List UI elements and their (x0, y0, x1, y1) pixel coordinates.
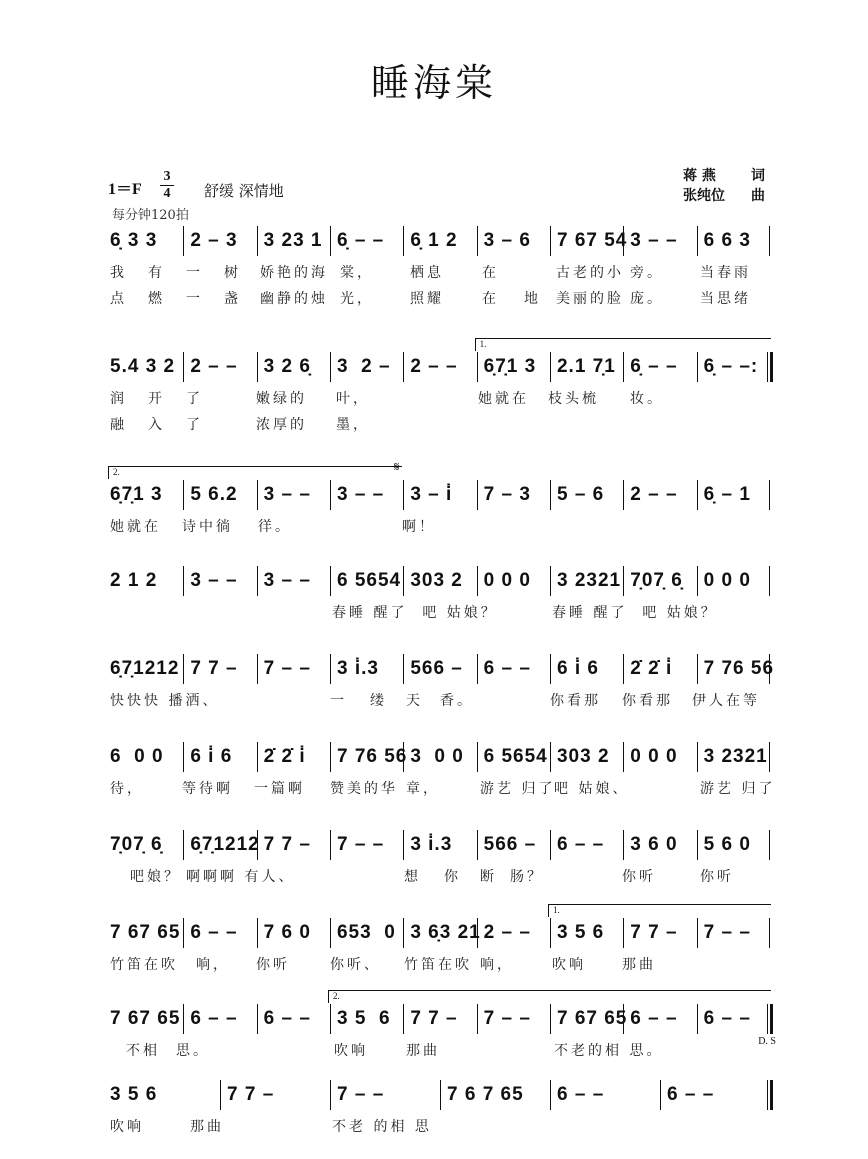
lyric-syllables: 吹响 (552, 957, 586, 973)
lyric-syllables: 美丽的脸 (556, 291, 624, 307)
measure: 7 67 65 (110, 922, 181, 943)
measure: 7 6 0 (257, 918, 330, 948)
lyric-syllables: 棠， (340, 265, 374, 281)
measure: 6 6 3 (697, 226, 770, 256)
lyric-syllables: 在 (482, 291, 499, 307)
lyrics-line (110, 256, 770, 282)
song-title: 睡海棠 (370, 61, 497, 105)
dal-segno-marking: D. S (758, 1036, 776, 1047)
lyric-syllables: 你听 (622, 869, 656, 885)
measure: 0 0 0 (623, 742, 696, 772)
measure: 566 – (403, 654, 476, 684)
score-row (110, 905, 770, 974)
measure: 3 5 6 (330, 1004, 403, 1034)
composer-role: 曲 (751, 188, 765, 204)
composer-name: 张纯位 (683, 188, 725, 204)
measure: 7 – – (330, 1080, 440, 1110)
lyric-syllables: 章， (406, 781, 440, 797)
barline (767, 1080, 773, 1110)
lyric-syllables: 娇艳的海 (260, 265, 328, 281)
volta-number: 1. (553, 905, 560, 915)
lyric-syllables: 枝头梳 (548, 391, 599, 407)
measure: 7̣07̣ 6̣ (623, 566, 696, 596)
lyrics-line (110, 772, 776, 798)
measure: 6̣ – – (330, 226, 403, 256)
measure: 7 7 – (183, 654, 256, 684)
measure: 3 2321 (697, 742, 770, 772)
lyric-syllables: 树 (224, 265, 241, 281)
measure: 2 – – (477, 918, 550, 948)
volta-bracket (475, 338, 771, 351)
barline (769, 566, 770, 596)
measure: 3 6 0 (623, 830, 696, 860)
lyrics-line (110, 1110, 770, 1136)
lyric-syllables: 思。 (176, 1043, 210, 1059)
lyric-syllables: 春睡 醒了 吧 姑娘？ (552, 605, 718, 621)
measure: 3 – – (257, 566, 330, 596)
lyric-syllables: 入 (148, 417, 165, 433)
measure: 0 0 0 (697, 566, 770, 596)
lyric-syllables: 不老 的相 思 (332, 1119, 432, 1135)
credits (683, 166, 765, 206)
volta-bracket (108, 466, 402, 479)
lyric-syllables: 一 (186, 291, 203, 307)
lyric-syllables: 竹笛在吹 (404, 957, 472, 973)
lyric-syllables: 快快快 播洒、 (110, 693, 220, 709)
lyric-syllables: 响， (480, 957, 514, 973)
score-row (110, 566, 770, 622)
lyric-syllables: 在 (482, 265, 499, 281)
measure: 2̇ 2̇ i̇ (623, 654, 696, 684)
lyric-syllables: 吹响 (110, 1119, 144, 1135)
measure: 5 6.2 (183, 480, 256, 510)
lyric-syllables: 赞美的华 (330, 781, 398, 797)
notes-line (110, 654, 775, 684)
notes-line (110, 480, 770, 510)
lyric-syllables: 浓厚的 (256, 417, 307, 433)
lyric-syllables: 光， (340, 291, 374, 307)
notes-line (110, 742, 770, 772)
lyrics-line (110, 382, 770, 408)
measure: 3 2321 (550, 566, 623, 596)
measure: 6̣ – 1 (697, 480, 770, 510)
measure: 5 – 6 (550, 480, 623, 510)
lyric-syllables: 一 (186, 265, 203, 281)
score-row (110, 742, 776, 798)
measure: 2 – – (403, 352, 476, 382)
measure: 6 – – (660, 1080, 770, 1110)
score-row (110, 830, 770, 886)
score-row (110, 339, 770, 434)
notes-line (110, 226, 770, 256)
measure: 7 76 56 (330, 742, 403, 772)
measure: 653 0 (330, 918, 403, 948)
barline (769, 918, 770, 948)
score-row (110, 226, 770, 308)
notes-line (110, 830, 770, 860)
lyric-syllables: 一篇啊 (254, 781, 305, 797)
measure: 6 – – (183, 918, 256, 948)
notes-line (110, 566, 770, 596)
measure: 3 i̇.3 (330, 654, 403, 684)
measure: 3 – 6 (477, 226, 550, 256)
score-row (110, 991, 770, 1060)
measure: 7 – – (477, 1004, 550, 1034)
lyric-syllables: 盏 (224, 291, 241, 307)
measure: 3 23 1 (257, 226, 330, 256)
lyric-syllables: 你听、 (330, 957, 381, 973)
lyric-syllables: 那曲 (622, 957, 656, 973)
time-signature-bottom: 4 (163, 186, 171, 201)
lyric-syllables: 想 (404, 869, 421, 885)
lyric-syllables: 开 (148, 391, 165, 407)
volta-bracket (548, 904, 771, 917)
measure: 6 – – (623, 1004, 696, 1034)
measure: 6 – – (550, 830, 623, 860)
measure: 7̣07̣ 6̣ (110, 834, 163, 855)
measure: 6̣ – –: (697, 352, 770, 382)
measure: 7 7 – (403, 1004, 476, 1034)
lyric-syllables: 燃 (148, 291, 165, 307)
measure: 7 76 56 (697, 654, 770, 684)
measure: 6 i̇ 6 (550, 654, 623, 684)
lyrics-line (110, 948, 770, 974)
measure: 5 6 0 (697, 830, 770, 860)
measure: 3 2 6̣ (257, 352, 330, 382)
measure: 3 – – (623, 226, 696, 256)
lyric-syllables: 你 (444, 869, 461, 885)
measure: 3 0 0 (403, 742, 476, 772)
lyric-syllables: 了 (186, 417, 203, 433)
lyrics-line (110, 1034, 770, 1060)
measure: 6̣7̣1 3 (110, 484, 163, 505)
measure: 6 – – (697, 1004, 770, 1034)
lyric-syllables: 栖息 (410, 265, 444, 281)
lyric-syllables: 缕 (370, 693, 387, 709)
lyric-syllables: 叶， (336, 391, 370, 407)
barline (767, 1004, 773, 1034)
measure: 3 6̣3 21 (403, 918, 476, 948)
measure: 2̇ 2̇ i̇ (257, 742, 330, 772)
volta-number: 2. (333, 991, 340, 1001)
measure: 7 7 – (623, 918, 696, 948)
measure: 2 – – (183, 352, 256, 382)
measure: 6 – – (477, 654, 550, 684)
lyric-syllables: 照耀 (410, 291, 444, 307)
lyrics-line (110, 510, 770, 536)
measure: 6 – – (550, 1080, 660, 1110)
lyric-syllables: 庞。 (630, 291, 664, 307)
lyric-syllables: 啊！ (402, 519, 436, 535)
lyric-syllables: 她就在 (110, 519, 161, 535)
lyric-syllables: 吧娘？ (130, 869, 181, 885)
lyric-syllables: 等待啊 (182, 781, 233, 797)
measure: 0 0 0 (477, 566, 550, 596)
lyric-syllables: 融 (110, 417, 127, 433)
measure: 7 67 65 (550, 1004, 623, 1034)
lyric-syllables: 响， (196, 957, 230, 973)
score-row (110, 654, 775, 710)
lyric-syllables: 那曲 (406, 1043, 440, 1059)
score-row (110, 1080, 770, 1136)
lyric-syllables: 春睡 醒了 吧 姑娘？ (332, 605, 498, 621)
lyric-syllables: 我 (110, 265, 127, 281)
notes-line (110, 918, 770, 948)
lyrics-line (110, 684, 770, 710)
measure: 303 2 (403, 566, 476, 596)
score-row (110, 467, 770, 536)
measure: 3 i̇.3 (403, 830, 476, 860)
measure: 7 7 – (220, 1080, 330, 1110)
measure: 303 2 (550, 742, 623, 772)
lyric-syllables: 地 (524, 291, 541, 307)
lyric-syllables: 伊人在等 (692, 693, 760, 709)
lyric-syllables: 天 (406, 693, 423, 709)
barline (769, 226, 770, 256)
measure: 7 7 – (257, 830, 330, 860)
measure: 6 i̇ 6 (183, 742, 256, 772)
measure: 3 5 6 (550, 918, 623, 948)
lyric-syllables: 了 (186, 391, 203, 407)
measure: 6 – – (183, 1004, 256, 1034)
lyric-syllables: 嫩绿的 (256, 391, 307, 407)
measure: 2 – – (623, 480, 696, 510)
measure: 7 – – (697, 918, 770, 948)
measure: 3 2 – (330, 352, 403, 382)
measure: 6̣7̣1212 (183, 830, 256, 860)
lyric-syllables: 你看那 (622, 693, 673, 709)
lyricist-name: 蒋 燕 (683, 168, 716, 184)
key-signature: 1＝F (108, 181, 142, 198)
volta-number: 1. (479, 339, 487, 349)
lyric-syllables: 啊啊啊 有人、 (186, 869, 296, 885)
lyric-syllables: 点 (110, 291, 127, 307)
lyric-syllables: 那曲 (190, 1119, 224, 1135)
lyric-syllables: 吧 姑娘、 (554, 781, 630, 797)
measure: 7 – – (257, 654, 330, 684)
measure: 2 1 2 (110, 570, 158, 591)
measure: 3 – – (330, 480, 403, 510)
lyric-syllables: 徉。 (258, 519, 292, 535)
measure: 3 5 6 (110, 1084, 158, 1105)
lyric-syllables: 润 (110, 391, 127, 407)
notes-line (110, 1080, 770, 1110)
expression-marking: 舒缓 深情地 (204, 182, 284, 200)
measure: 566 – (477, 830, 550, 860)
lyric-syllables: 你听 (256, 957, 290, 973)
measure: 6̣ – – (623, 352, 696, 382)
measure: 7 6 7 65 (440, 1080, 550, 1110)
lyric-syllables: 一 (330, 693, 347, 709)
lyric-syllables: 她就在 (478, 391, 529, 407)
measure: 7 – 3 (477, 480, 550, 510)
notes-line (110, 352, 770, 382)
lyric-syllables: 香。 (440, 693, 474, 709)
lyric-syllables: 游艺 归了 (700, 781, 776, 797)
time-signature (160, 170, 174, 201)
lyrics-line (110, 408, 770, 434)
measure: 7 – – (330, 830, 403, 860)
measure: 2.1 7̣1 (550, 352, 623, 382)
measure: 6̣7̣1 3 (477, 352, 550, 382)
measure: 6 5654 (477, 742, 550, 772)
lyric-syllables: 你听 (700, 869, 734, 885)
lyric-syllables: 肠？ (510, 869, 544, 885)
tempo-marking: 每分钟120拍 (112, 208, 189, 223)
barline (769, 830, 770, 860)
notes-line (110, 1004, 770, 1034)
barline (769, 742, 770, 772)
measure: 6 0 0 (110, 746, 164, 767)
lyricist-role: 词 (751, 168, 765, 184)
volta-bracket (328, 990, 771, 1003)
time-signature-top: 3 (163, 169, 171, 184)
lyric-syllables: 当思绪 (700, 291, 751, 307)
volta-number: 2. (113, 467, 120, 477)
barline (769, 654, 770, 684)
lyric-syllables: 待， (110, 781, 144, 797)
measure: 6 5654 (330, 566, 403, 596)
lyric-syllables: 幽静的烛 (260, 291, 328, 307)
measure: 6̣ 3 3 (110, 230, 158, 251)
segno-icon: 𝄋 (394, 460, 400, 475)
measure: 7 67 54 (550, 226, 623, 256)
measure: 3 – – (257, 480, 330, 510)
lyrics-line (110, 282, 770, 308)
barline (767, 352, 773, 382)
lyric-syllables: 旁。 (630, 265, 664, 281)
lyric-syllables: 游艺 归了 (480, 781, 556, 797)
lyric-syllables: 你看那 (550, 693, 601, 709)
lyric-syllables: 不相 (126, 1043, 160, 1059)
lyrics-line (110, 596, 770, 622)
lyric-syllables: 妆。 (630, 391, 664, 407)
measure: 5.4 3 2 (110, 356, 176, 377)
lyric-syllables: 墨， (336, 417, 370, 433)
lyrics-line (110, 860, 770, 886)
lyric-syllables: 诗中徜 (182, 519, 233, 535)
lyric-syllables: 有 (148, 265, 165, 281)
lyric-syllables: 竹笛在吹 (110, 957, 178, 973)
measure: 6̣7̣1212 (110, 658, 180, 679)
lyric-syllables: 不老的相 思。 (554, 1043, 664, 1059)
measure: 3 – i̇ (403, 480, 476, 510)
measure: 7 67 65 (110, 1008, 181, 1029)
measure: 2 – 3 (183, 226, 256, 256)
barline (769, 480, 770, 510)
measure: 3 – – (183, 566, 256, 596)
lyric-syllables: 古老的小 (556, 265, 624, 281)
measure: 6 – – (257, 1004, 330, 1034)
lyric-syllables: 当春雨 (700, 265, 751, 281)
measure: 6̣ 1 2 (403, 226, 476, 256)
lyric-syllables: 断 (480, 869, 497, 885)
lyric-syllables: 吹响 (334, 1043, 368, 1059)
